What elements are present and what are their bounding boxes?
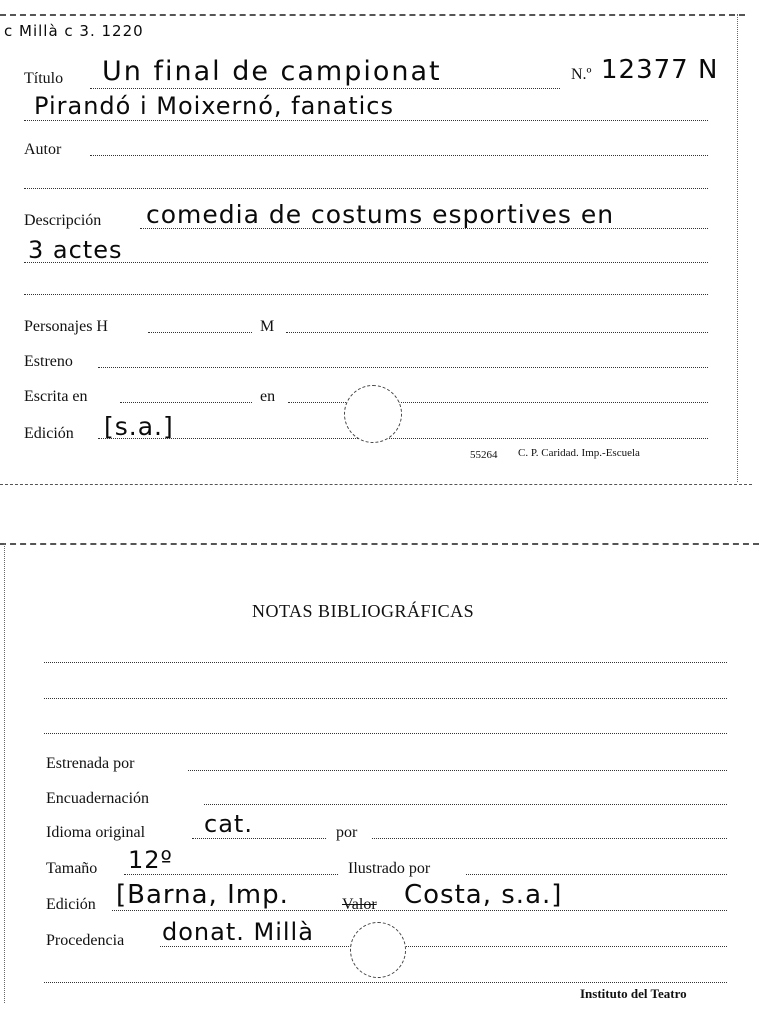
procedencia-label: Procedencia — [46, 932, 125, 949]
personajes-label: Personajes H — [24, 318, 108, 335]
descripcion-line-3 — [24, 294, 708, 295]
notas-line-3 — [44, 733, 727, 734]
encuadernacion-label: Encuadernación — [46, 790, 150, 807]
autor-line-2 — [24, 188, 708, 189]
tamano-label: Tamaño — [46, 860, 98, 877]
notas-line-1 — [44, 662, 727, 663]
bottom-card-top-edge — [0, 543, 759, 545]
bottom-punch-hole — [350, 922, 406, 978]
printer-number: 55264 — [470, 449, 498, 461]
descripcion-value-line1: comedia de costums esportives en — [146, 200, 615, 229]
footer-institute: Instituto del Teatro — [580, 986, 687, 1001]
punch-hole — [344, 385, 402, 443]
escrita-en-label: en — [260, 388, 276, 405]
tamano-value: 12º — [128, 846, 173, 874]
bottom-edicion-line — [112, 910, 727, 911]
corner-note: c Millà c 3. 1220 — [4, 22, 144, 40]
top-card-bottom-edge — [0, 484, 752, 485]
descripcion-value-line2: 3 actes — [28, 236, 123, 264]
descripcion-label: Descripción — [24, 212, 102, 229]
autor-line — [90, 155, 708, 156]
autor-label: Autor — [24, 141, 62, 158]
ilustrado-line — [466, 874, 727, 875]
escrita-line — [120, 402, 252, 403]
edicion-value: [s.a.] — [104, 412, 174, 441]
top-card-right-edge — [737, 14, 738, 482]
personajes-m-line — [286, 332, 708, 333]
bottom-final-line — [44, 982, 727, 983]
personajes-h-line — [148, 332, 252, 333]
titulo-value-line2: Pirandó i Moixernó, fanatics — [34, 92, 394, 120]
personajes-m-label: M — [260, 318, 275, 335]
edicion-line — [98, 438, 708, 439]
procedencia-value: donat. Millà — [162, 918, 314, 946]
estrenada-label: Estrenada por — [46, 755, 135, 772]
bottom-edicion-value-part1: [Barna, Imp. — [116, 880, 289, 910]
descripcion-line-2 — [24, 262, 708, 263]
estreno-label: Estreno — [24, 353, 73, 370]
titulo-label: Título — [24, 70, 64, 87]
notas-heading: NOTAS BIBLIOGRÁFICAS — [252, 601, 475, 621]
bottom-edicion-label: Edición — [46, 896, 96, 913]
idioma-value: cat. — [204, 810, 253, 838]
bottom-edicion-value-part2: Costa, s.a.] — [404, 880, 563, 910]
edicion-label: Edición — [24, 425, 74, 442]
idioma-label: Idioma original — [46, 824, 146, 841]
estrenada-line — [188, 770, 727, 771]
procedencia-line — [160, 946, 727, 947]
numero-label: N.º — [571, 66, 592, 83]
ilustrado-label: Ilustrado por — [348, 860, 431, 877]
estreno-line — [98, 367, 708, 368]
printer-name: C. P. Caridad. Imp.-Escuela — [518, 447, 640, 459]
idioma-por-line — [372, 838, 727, 839]
idioma-por-label: por — [336, 824, 358, 841]
titulo-line — [90, 88, 560, 89]
tamano-line — [124, 874, 338, 875]
encuadernacion-line — [204, 804, 727, 805]
titulo-line-2 — [24, 120, 708, 121]
titulo-value-line1: Un final de campionat — [102, 56, 442, 87]
bottom-edicion-printed-word: Valor — [342, 896, 377, 913]
bottom-card-left-edge — [4, 543, 5, 1003]
notas-line-2 — [44, 698, 727, 699]
top-card-top-edge — [0, 14, 745, 16]
escrita-label: Escrita en — [24, 388, 88, 405]
idioma-line — [192, 838, 326, 839]
numero-value: 12377 N — [601, 55, 719, 85]
